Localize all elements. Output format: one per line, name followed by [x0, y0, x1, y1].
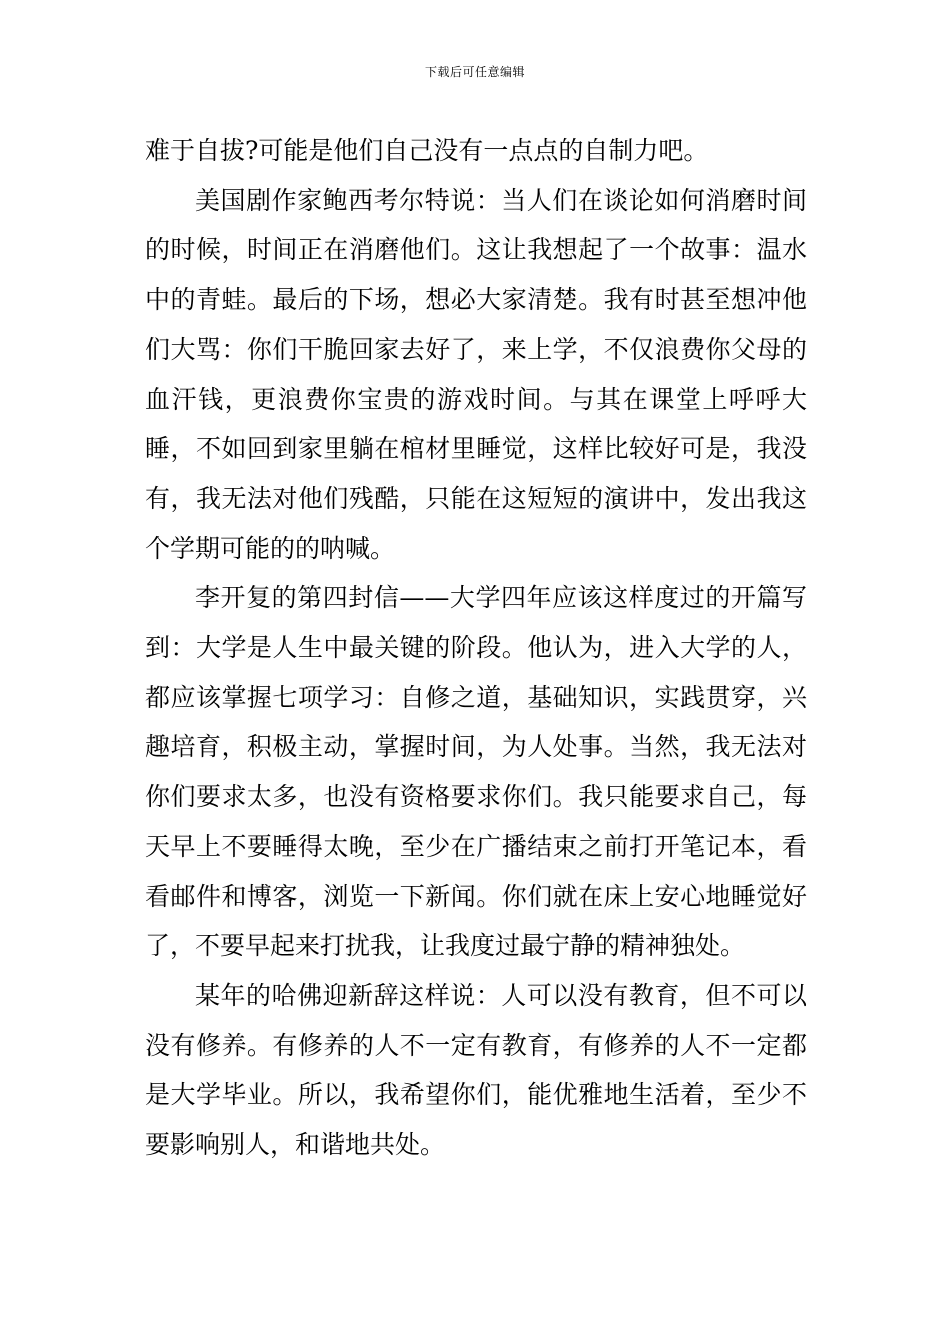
paragraph-time-quote: 美国剧作家鲍西考尔特说：当人们在谈论如何消磨时间的时候，时间正在消磨他们。这让我想起了一个故事：温水中的青蛙。最后的下场，想必大家清楚。我有时甚至想冲他们大骂：你们干脆回家去好了，来上学，不仅浪费你父母的血汗钱，更浪费你宝贵的游戏时间。与其在课堂上呼呼大睡，不如回到家里躺在棺材里睡觉，这样比较好可是，我没有，我无法对他们残酷，只能在这短短的演讲中，发出我这个学期可能的的呐喊。 — [145, 185, 807, 563]
paragraph-continuation: 难于自拔?可能是他们自己没有一点点的自制力吧。 — [145, 136, 709, 165]
paragraph-harvard-welcome: 某年的哈佛迎新辞这样说：人可以没有教育，但不可以没有修养。有修养的人不一定有教育，有修养的人不一定都是大学毕业。所以，我希望你们，能优雅地生活着，至少不要影响别人，和谐地共处。 — [145, 980, 807, 1160]
paragraph-kaifu-letter: 李开复的第四封信——大学四年应该这样度过的开篇写到：大学是人生中最关键的阶段。他认为，进入大学的人，都应该掌握七项学习：自修之道，基础知识，实践贯穿，兴趣培育，积极主动，掌握时间，为人处事。当然，我无法对你们要求太多，也没有资格要求你们。我只能要求自己，每天早上不要睡得太晚，至少在广播结束之前打开笔记本，看看邮件和博客，浏览一下新闻。你们就在床上安心地睡觉好了，不要早起来打扰我，让我度过最宁静的精神独处。 — [145, 583, 807, 961]
page-header: 下载后可任意编辑 — [424, 65, 525, 79]
document-body — [145, 126, 807, 1170]
